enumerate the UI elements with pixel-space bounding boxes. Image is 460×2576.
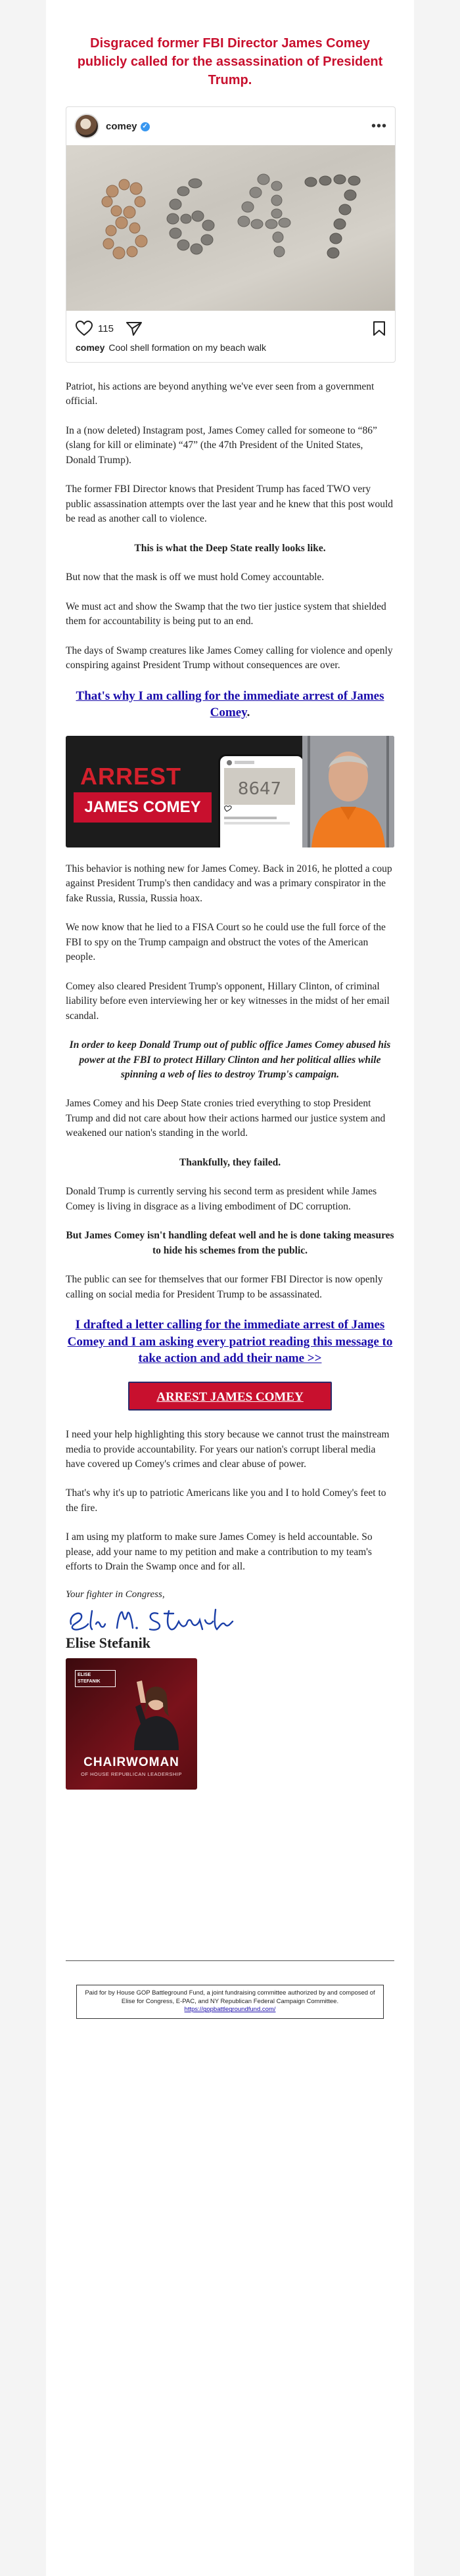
paragraph: Patriot, his actions are beyond anything we've ever seen from a government official. — [66, 381, 375, 407]
signer-name: Elise Stefanik — [66, 1634, 150, 1651]
arrest-link-headline — [66, 688, 394, 721]
signature — [66, 1604, 394, 1632]
instagram-post — [66, 106, 396, 363]
footer-divider — [66, 1960, 394, 1961]
shell-digits-graphic — [66, 145, 395, 311]
caption-text: Cool shell formation on my beach walk — [108, 342, 267, 353]
share-icon[interactable] — [126, 321, 143, 336]
phone-mockup — [218, 754, 305, 847]
paid-for-disclaimer — [76, 1985, 384, 2019]
link-suffix: . — [246, 706, 250, 720]
chair-title: CHAIRWOMAN — [83, 1755, 179, 1769]
paragraph: Donald Trump is currently serving his second term as president while James Comey is living in disgrace as a living embodiment of DC corruption. — [66, 1186, 377, 1212]
paragraph: We must act and show the Swamp that the two tier justice system that shielded them for accountability is being put to an end. — [66, 600, 386, 627]
paragraph: The days of Swamp creatures like James Comey calling for violence and openly conspiring against President Trump without consequences are over. — [66, 644, 393, 671]
more-options-icon: ••• — [371, 118, 387, 133]
signoff: Your fighter in Congress, — [66, 1589, 165, 1600]
signature-graphic — [66, 1604, 269, 1635]
instagram-username — [106, 121, 150, 132]
paragraph: Comey also cleared President Trump's opponent, Hillary Clinton, of criminal liability before even interviewing her or key witnesses in the midst of her email scandal. — [66, 980, 390, 1022]
comey-photo — [302, 736, 394, 847]
chair-tag: ELISE STEFANIK — [75, 1670, 116, 1687]
paragraph: The former FBI Director knows that President Trump has faced TWO very public assassination attempts over the last year and he knew that this post would be read as another call to violence. — [66, 484, 394, 525]
instagram-header — [66, 107, 395, 145]
paragraph: I need your help highlighting this story because we cannot trust the mainstream media to provide accountability. For years our nation's corrupt liberal media have covered up Comey's crimes and clear abuse of power. — [66, 1429, 390, 1470]
paragraph: James Comey and his Deep State cronies tried everything to stop President Trump and did not care about how their actions harmed our justice system and weakened our nation's standing in the world. — [66, 1098, 386, 1139]
bookmark-icon[interactable] — [373, 321, 386, 336]
paragraph: In a (now deleted) Instagram post, James Comey called for someone to “86” (slang for kill or eliminate) “47” (the 47th President of the United States, Donald Trump). — [66, 424, 377, 466]
paragraph: But now that the mask is off we must hold Comey accountable. — [66, 572, 325, 583]
paragraph: This behavior is nothing new for James Comey. Back in 2016, he plotted a coup against President Trump's then candidacy and was a primary conspirator in the fake Russia, Russia, Russia hoax. — [66, 863, 392, 904]
bold-callout: This is what the Deep State really looks like. — [134, 542, 326, 554]
italic-callout: In order to keep Donald Trump out of public office James Comey abused his power at the FBI to protect Hillary Clinton and her political allies while spinning a web of lies to destroy Trump's campaign. — [69, 1039, 391, 1080]
avatar — [74, 114, 99, 139]
verified-badge-icon: ✓ — [141, 122, 150, 131]
username-text: comey — [106, 120, 137, 132]
paragraph: That's why it's up to patriotic Americans like you and I to hold Comey's feet to the fire. — [66, 1487, 386, 1514]
banner-name-text: JAMES COMEY — [74, 792, 212, 823]
instagram-actions — [66, 311, 395, 341]
heart-icon[interactable] — [76, 321, 93, 336]
arrest-link[interactable]: That's why I am calling for the immediate arrest of James Comey — [76, 689, 384, 720]
caption-username: comey — [76, 342, 105, 353]
phone-digits: 8647 — [237, 779, 282, 799]
petition-link-headline — [66, 1317, 394, 1367]
chairwoman-card — [66, 1658, 197, 1790]
shell-photo — [66, 145, 395, 311]
paragraph: I am using my platform to make sure James Comey is held accountable. So please, add your name to my petition and make a contribution to my team's efforts to Drain the Swamp once and for all. — [66, 1531, 373, 1573]
arrest-banner-image[interactable] — [66, 736, 394, 847]
bold-callout: Thankfully, they failed. — [179, 1156, 281, 1168]
phone-screen-graphic — [220, 756, 299, 847]
email-body — [46, 0, 414, 2576]
banner-arrest-text: ARREST — [80, 762, 182, 790]
petition-link[interactable]: I drafted a letter calling for the immediate arrest of James Comey and I am asking every patriot reading this message to take action and add their name >> — [67, 1318, 393, 1366]
chair-subtitle: OF HOUSE REPUBLICAN LEADERSHIP — [81, 1771, 182, 1777]
instagram-caption — [66, 341, 395, 362]
disclaimer-text: Paid for by House GOP Battleground Fund, a joint fundraising committee authorized by and composed of Elise for Congress, E-PAC, and NY Republican Federal Campaign Committee. — [85, 1989, 375, 2005]
disclaimer-link[interactable]: https://gopbattlegroundfund.com/ — [184, 2006, 276, 2014]
paragraph: We now know that he lied to a FISA Court so he could use the full force of the FBI to spy on the Trump campaign and obstruct the votes of the American people. — [66, 922, 386, 963]
bold-callout: But James Comey isn't handling defeat well and he is done taking measures to hide his schemes from the public. — [66, 1230, 394, 1256]
prisoner-portrait — [302, 736, 394, 847]
paragraph: The public can see for themselves that our former FBI Director is now openly calling on social media for President Trump to be assassinated. — [66, 1274, 383, 1300]
like-count: 115 — [98, 323, 114, 334]
portrait-graphic — [126, 1677, 183, 1750]
arrest-james-comey-button[interactable]: ARREST JAMES COMEY — [128, 1382, 332, 1411]
headline: Disgraced former FBI Director James Comey publicly called for the assassination of President Trump. — [77, 36, 383, 87]
